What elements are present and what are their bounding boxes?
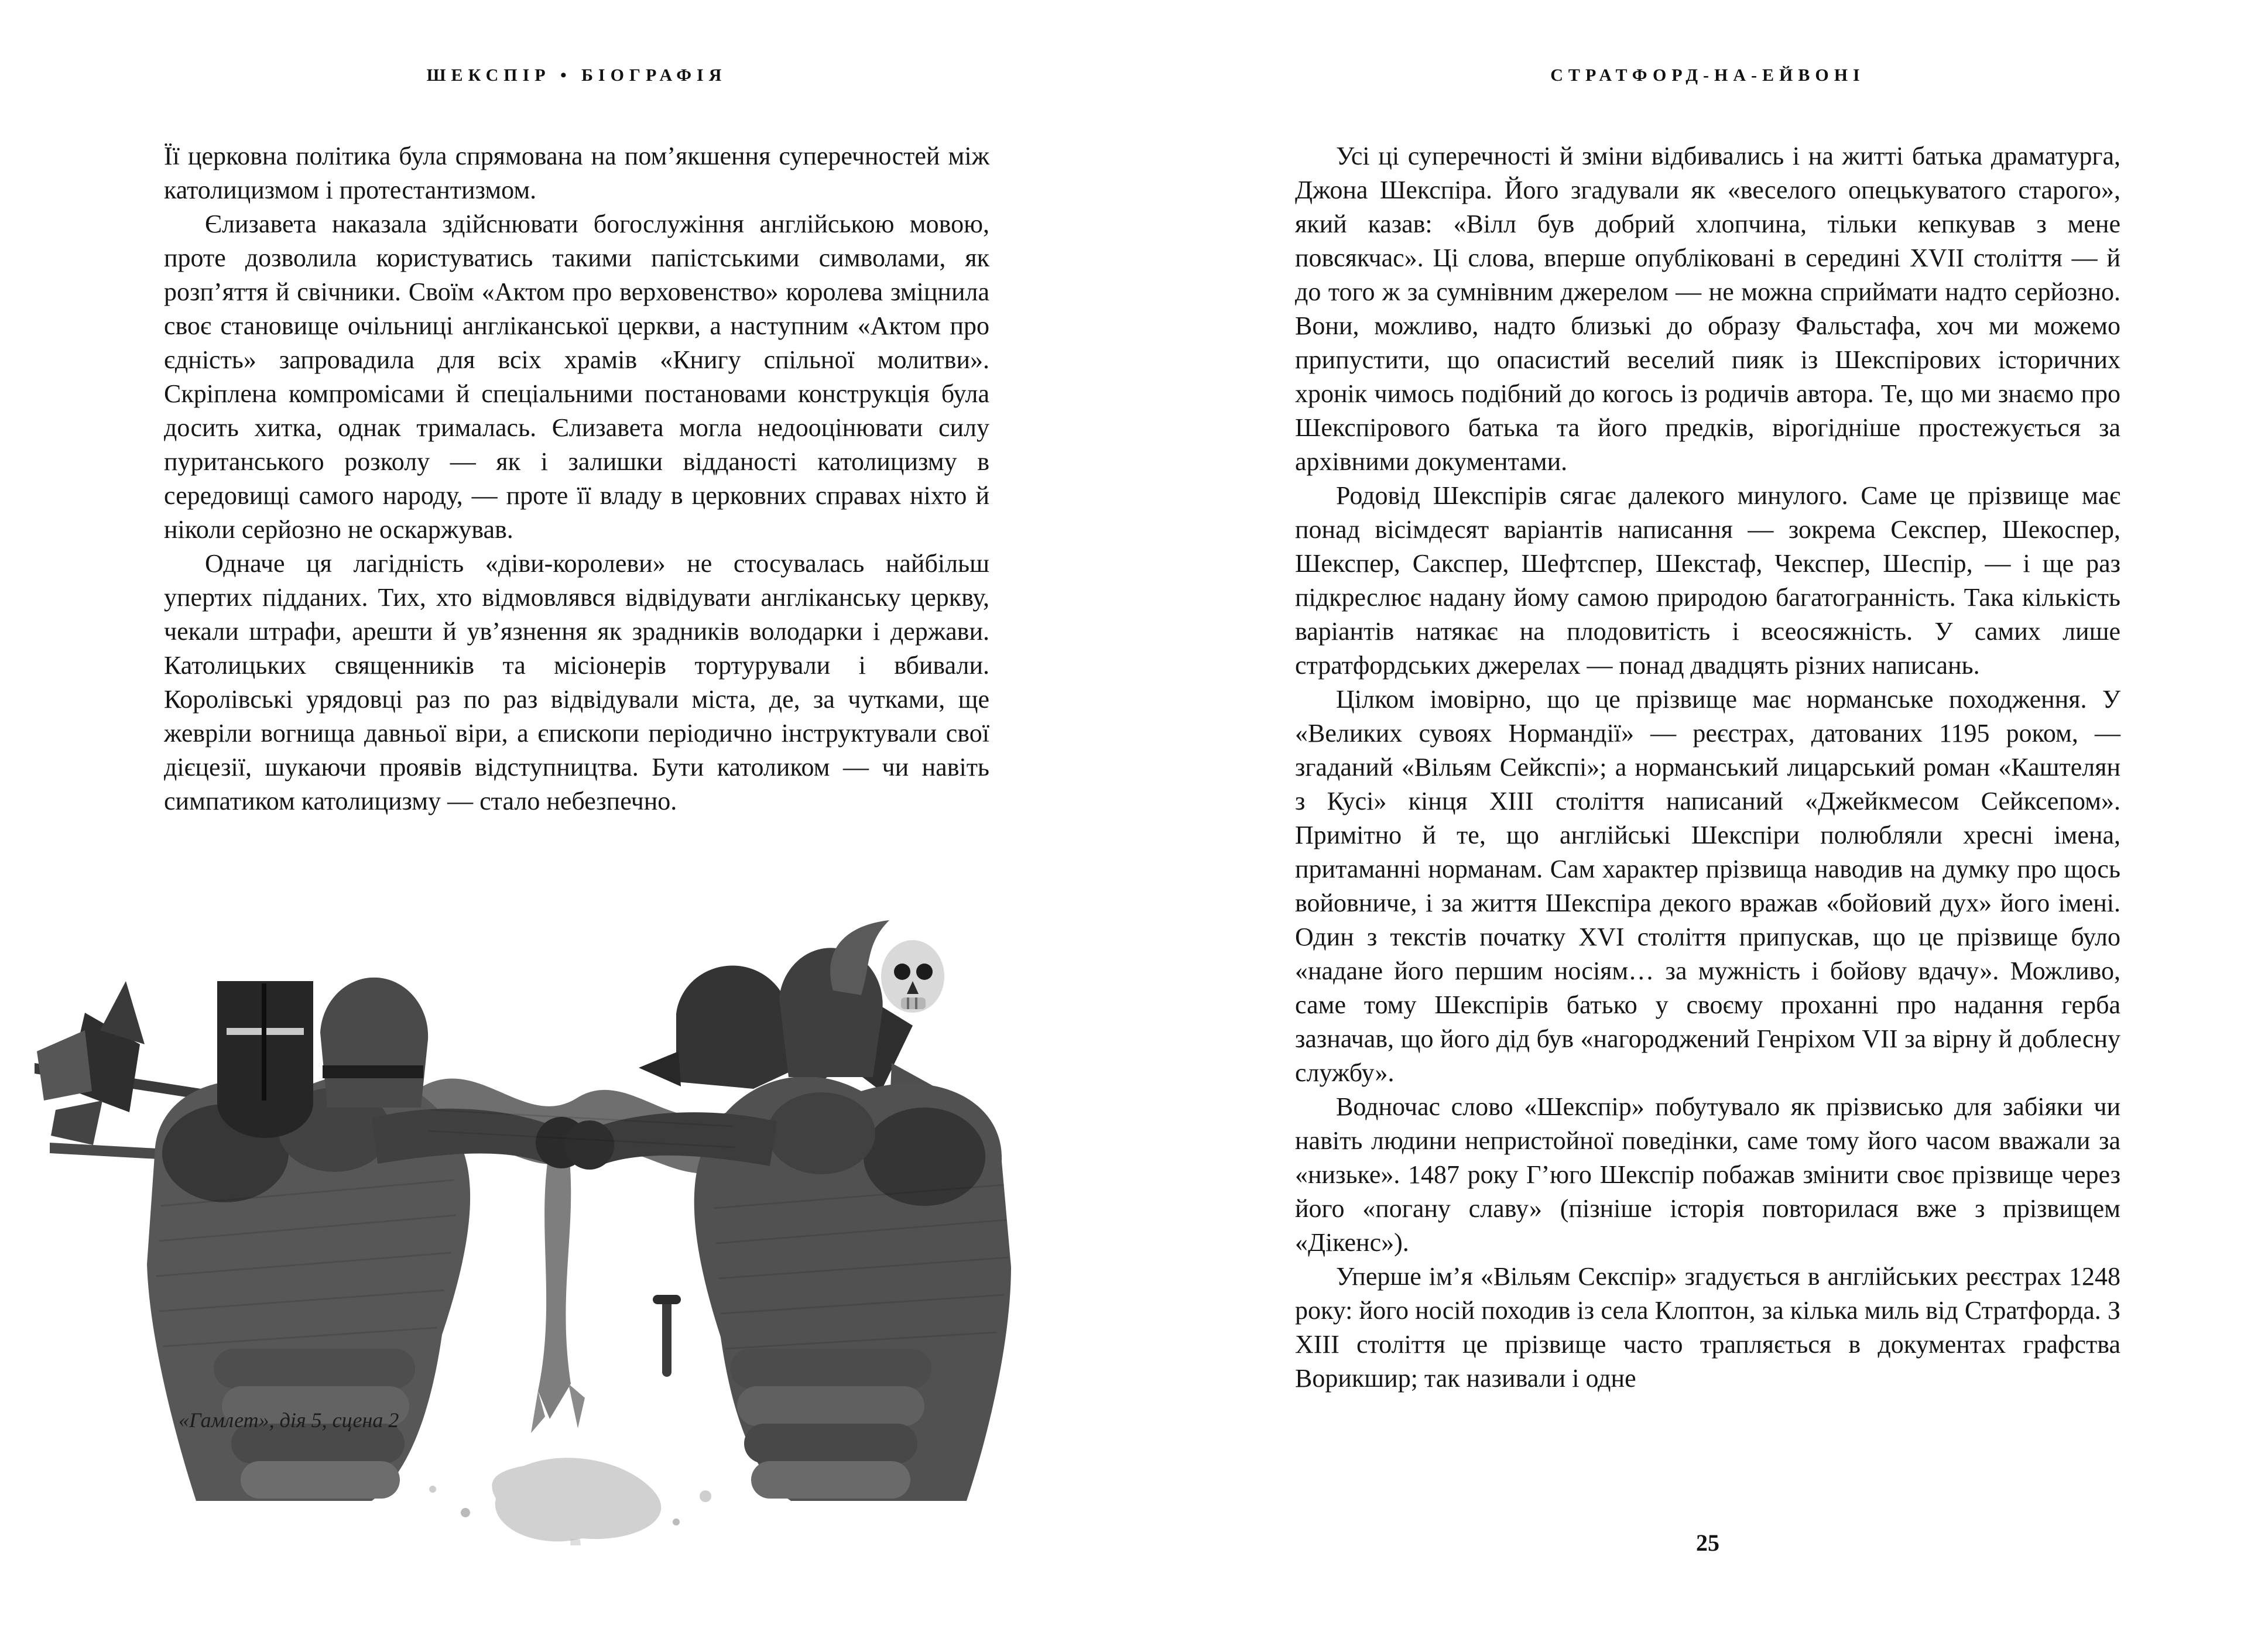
- left-text-block: [164, 139, 989, 818]
- right-text-block: [1295, 139, 2120, 1396]
- paragraph: Її церковна політика була спрямована на пом’якшення суперечностей між католицизмом і протестантизмом.: [164, 142, 989, 204]
- paragraph: Цілком імовірно, що це прізвище має норманське походження. У «Великих сувоях Нормандії» — реєстрах, датованих 1195 роком, — згаданий «Вільям Сейкспі»; а норманський лицарський роман «Каштелян з Кусі» кінця XIII століття написаний «Джейкмесом Сейксепом». Примітно й те, що англійські Шекспіри полюбляли хресні імена, притаманні норманам. Сам характер прізвища наводив на думку про щось войовниче, і за життя Шекспіра декого вражав «бойовий дух» його імені. Один з текстів початку XVI століття припускав, що це прізвище було «надане його першим носіям… за мужність і бойову вдачу». Можливо, саме тому Шекспірів батько у своєму проханні про надання герба зазначав, що його дід був «нагороджений Генріхом VII за вірну й доблесну службу».: [1295, 685, 2120, 1087]
- running-head-left: ШЕКСПІР • БІОГРАФІЯ: [426, 66, 727, 85]
- knights-engraving-image: [20, 913, 1133, 1545]
- paragraph: Родовід Шекспірів сягає далекого минулого. Саме це прізвище має понад вісімдесят варіантів написання — зокрема Секспер, Шекоспер, Шекспер, Сакспер, Шефтспер, Шекстаф, Чекспер, Шеспір, — і ще раз підкреслює надану йому самою природою багатогранність. Така кількість варіантів натякає на плодовитість і всеосяжність. У самих лише стратфордських джерелах — понад двадцять різних написань.: [1295, 481, 2120, 680]
- page-left: [164, 0, 989, 1625]
- page-number: 25: [1696, 1530, 1719, 1556]
- paragraph: Уперше ім’я «Вільям Секспір» згадується в англійських реєстрах 1248 року: його носій походив із села Клоптон, за кілька миль від Стратфорда. З XIII століття це прізвище часто трапляється в документах графства Ворикшир; так називали і одне: [1295, 1262, 2120, 1393]
- paragraph: Усі ці суперечності й зміни відбивались і на житті батька драматурга, Джона Шекспіра. Його згадували як «веселого опецькуватого старого», який казав: «Вілл був добрий хлопчина, тільки кепкував з мене повсякчас». Ці слова, вперше опубліковані в середині XVII століття — й до того ж за сумнівним джерелом — не можна сприймати надто серйозно. Вони, можливо, надто близькі до образу Фальстафа, хоч ми можемо припустити, що опасистий веселий пияк із Шекспірових історичних хронік чимось подібний до когось із родичів автора. Те, що ми знаємо про Шекспірового батька та його предків, вірогідніше простежується за архівними документами.: [1295, 142, 2120, 476]
- illustration-caption: «Гамлет», дія 5, сцена 2: [179, 1408, 399, 1432]
- paragraph: Єлизавета наказала здійснювати богослужіння англійською мовою, проте дозволила користуватись такими папістськими символами, як розп’яття й свічники. Своїм «Актом про верховенство» королева зміцнила своє становище очільниці англіканської церкви, а наступним «Актом про єдність» запровадила для всіх храмів «Книгу спільної молитви». Скріплена компромісами й спеціальними постановами конструкція була досить хитка, однак трималась. Єлизавета могла недооцінювати силу пуританського розколу — як і залишки відданості католицизму в середовищі самого народу, — проте її владу в церковних справах ніхто й ніколи серйозно не оскаржував.: [164, 210, 989, 544]
- paragraph: Водночас слово «Шекспір» побутувало як прізвисько для забіяки чи навіть людини непристойної поведінки, саме тому його часом вважали за «низьке». 1487 року Г’юго Шекспір побажав змінити своє прізвище через його «погану славу» (пізніше історія повторилася вже з прізвищем «Дікенс»).: [1295, 1092, 2120, 1257]
- illustration-hamlet-duel-engraving: [20, 913, 1133, 1545]
- paragraph: Одначе ця лагідність «діви-королеви» не стосувалась найбільш упертих підданих. Тих, хто відмовлявся відвідувати англіканську церкву, чекали штрафи, арешти й ув’язнення як зрадників володарки і держави. Католицьких священників та місіонерів тортурували і вбивали. Королівські урядовці раз по раз відвідували міста, де, за чутками, ще жевріли вогнища давньої віри, а єпископи періодично інструктували свої дієцезії, шукаючи проявів відступництва. Бути католиком — чи навіть симпатиком католицизму — стало небезпечно.: [164, 549, 989, 815]
- page-right: [1295, 0, 2120, 1625]
- running-head-right: СТРАТФОРД-НА-ЕЙВОНІ: [1550, 66, 1865, 85]
